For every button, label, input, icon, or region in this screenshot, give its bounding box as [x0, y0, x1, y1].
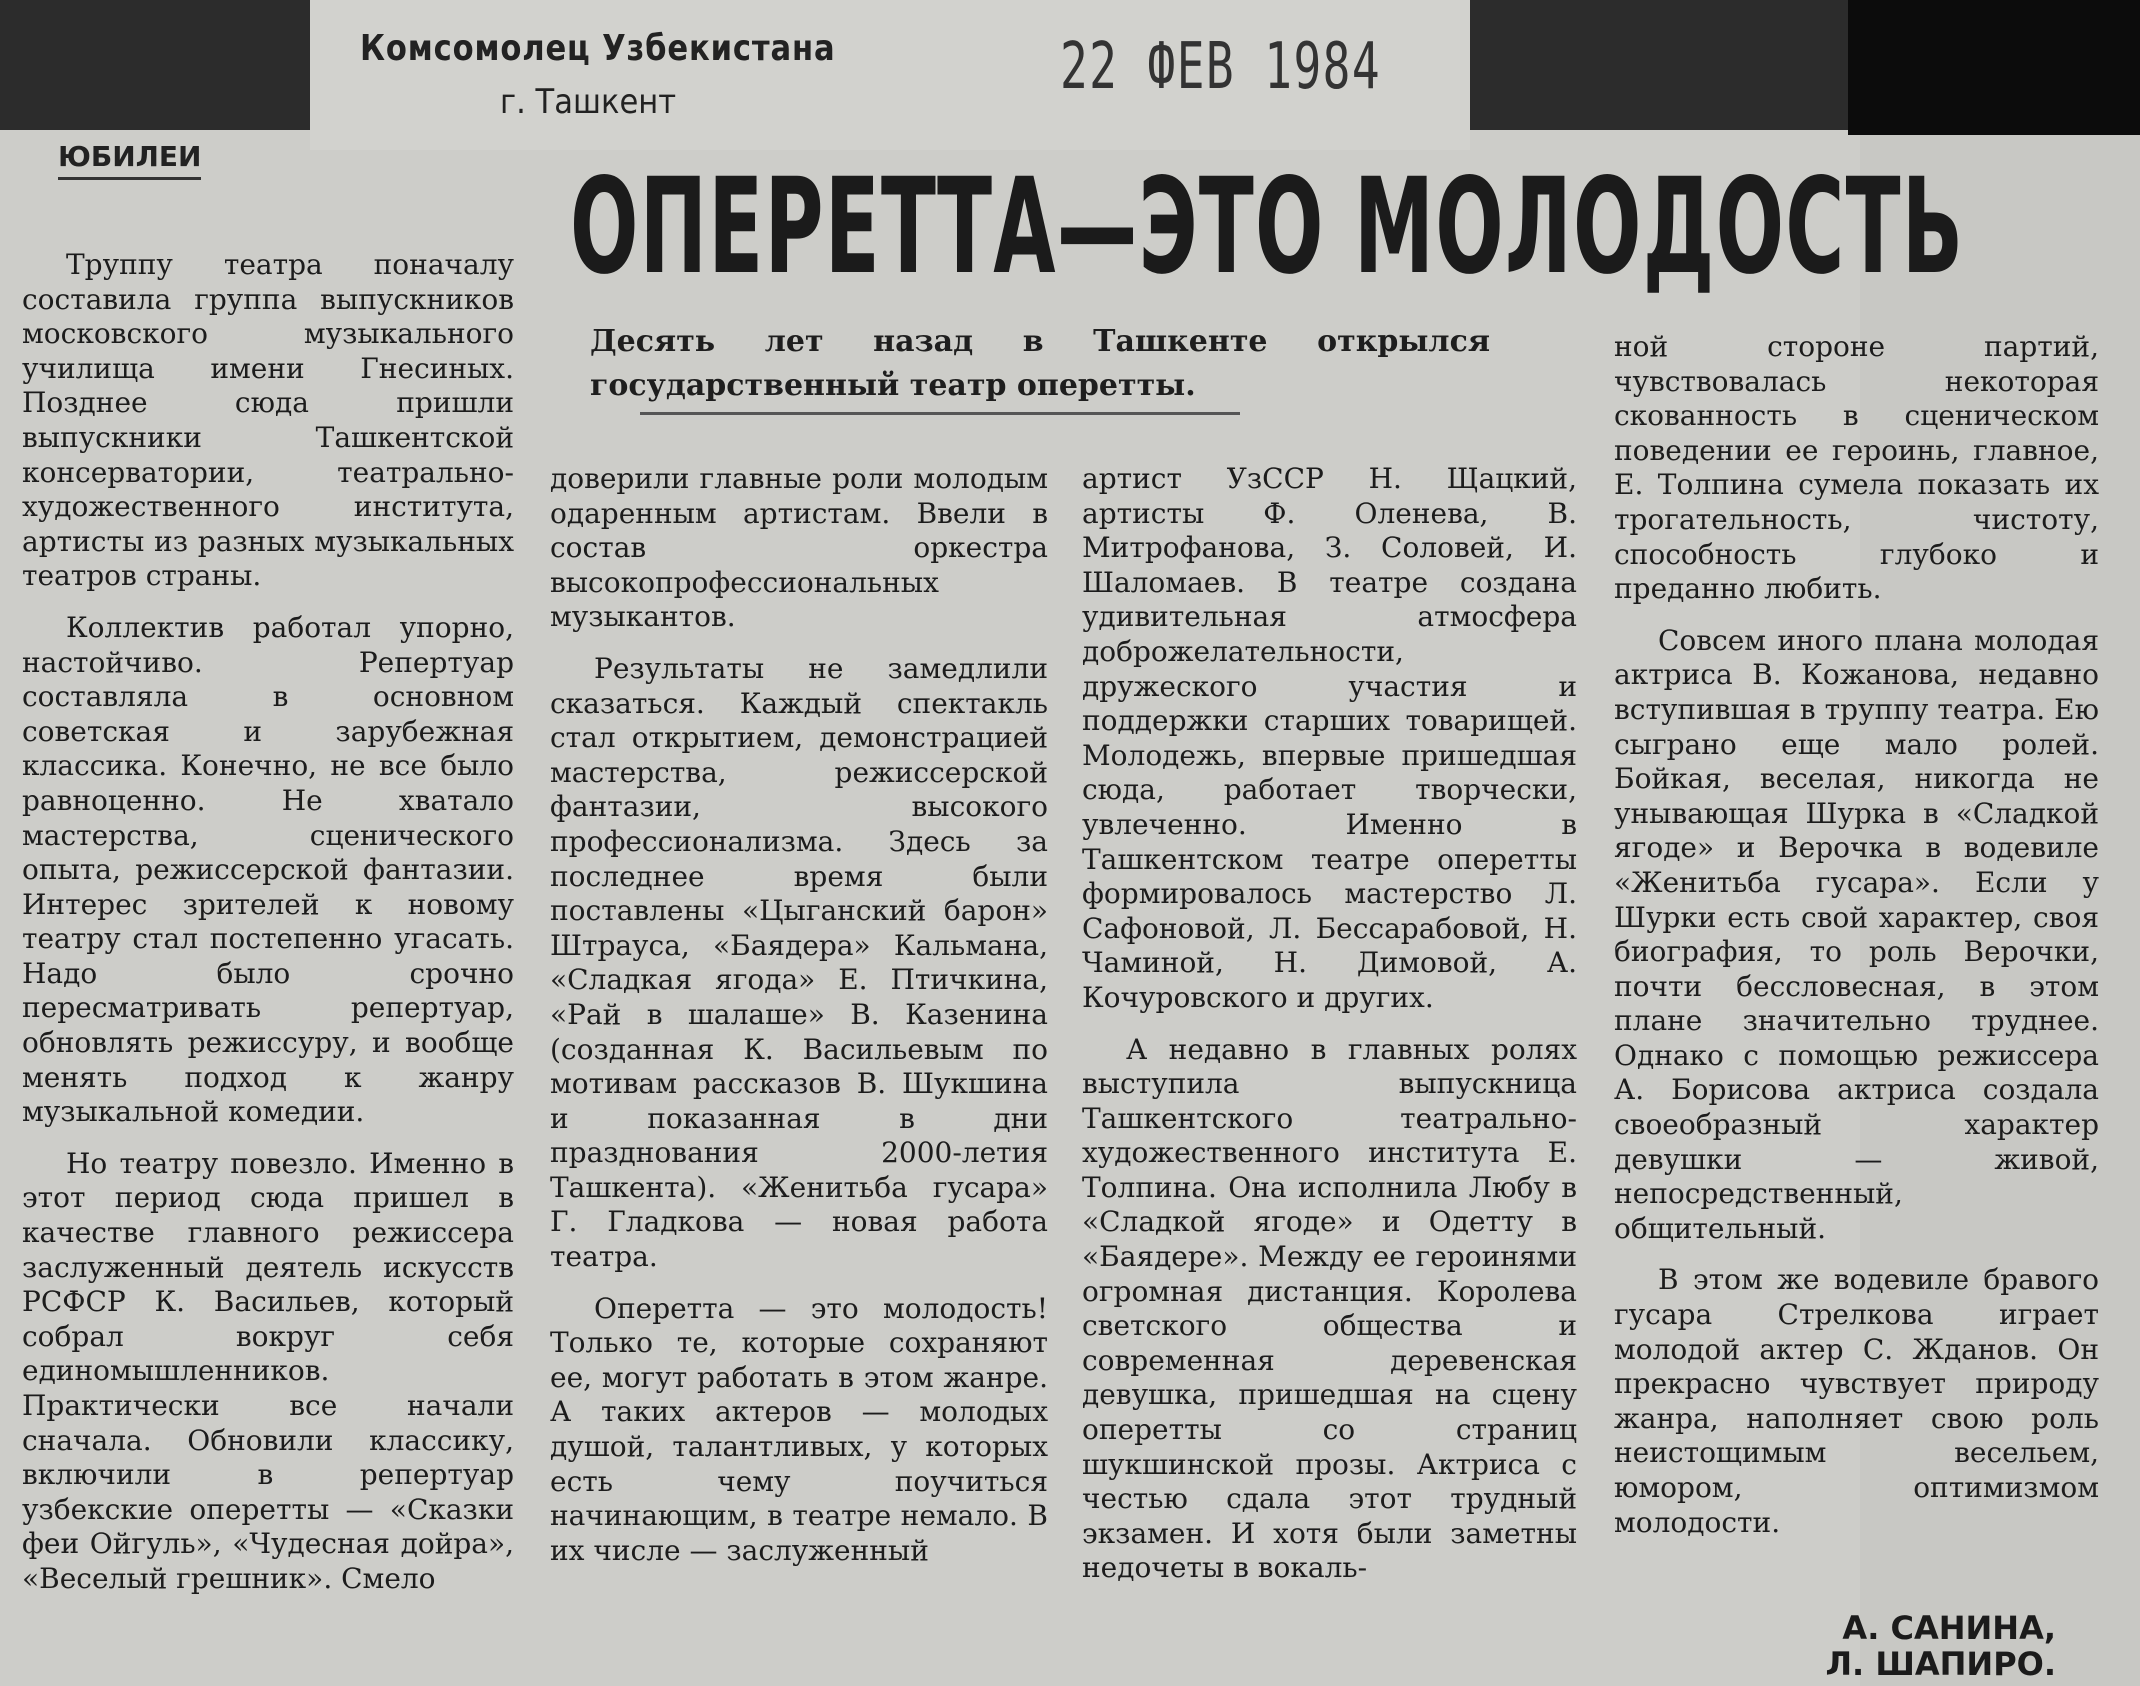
paragraph: Оперетта — это молодость! Только те, которые сохраняют ее, могут работать в этом жанре. А таких актеров — молодых душой, талантливых, у которых есть чему поучиться начинающим, в театре немало. В их числе — заслуженный [550, 1291, 1048, 1567]
paragraph: Коллектив работал упорно, настойчиво. Репертуар составляла в основном советская и зарубежная классика. Конечно, не все было равноценно. Не хватало мастерства, сценического опыта, режиссерской фантазии. Интерес зрителей к новому театру стал постепенно угасать. Надо было срочно пересматривать репертуар, обновлять режиссуру, и вообще менять подход к жанру музыкальной комедии. [22, 610, 514, 1129]
background-backdrop [0, 0, 310, 130]
paragraph: А недавно в главных ролях выступила выпускница Ташкентского театрально-художественного института Е. Толпина. Она исполнила Любу в «Сладкой ягоде» и Одетту в «Баядере». Между ее героинями огромная дистанция. Королева светского общества и современная деревенская девушка, пришедшая на сцену оперетты со страниц шукшинской прозы. Актриса с честью сдала этот трудный экзамен. И хотя были заметны недочеты в вокаль- [1082, 1032, 1577, 1585]
article-column-2 [550, 462, 1048, 1585]
paragraph: Труппу театра поначалу составила группа выпускников московского музыкального училища имени Гнесиных. Позднее сюда пришли выпускники Ташкентской консерватории, театрально-художественного института, артисты из разных музыкальных театров страны. [22, 248, 514, 593]
lead-paragraph: Десять лет назад в Ташкенте открылся государственный театр оперетты. [590, 324, 1490, 403]
article-column-1 [22, 248, 514, 1614]
paragraph: В этом же водевиле бравого гусара Стрелкова играет молодой актер С. Жданов. Он прекрасно чувствует природу жанра, наполняет свою роль неистощимым весельем, юмором, оптимизмом молодости. [1614, 1263, 2099, 1539]
author-name: Л. ШАПИРО. [1825, 1645, 2056, 1683]
date-stamp: 22 ФЕВ 1984 [1060, 30, 1382, 104]
paragraph: доверили главные роли молодым одаренным артистам. Ввели в состав оркестра высокопрофессиональных музыкантов. [550, 462, 1048, 634]
paragraph: ной стороне партий, чувствовалась некоторая скованность в сценическом поведении ее героинь, главное, Е. Толпина сумела показать их трогательность, чистоту, способность глубоко и преданно любить. [1614, 330, 2099, 606]
headline: ОПЕРЕТТА—ЭТО МОЛОДОСТЬ [570, 150, 1965, 304]
source-city: г. Ташкент [500, 82, 677, 122]
article-column-3 [1082, 462, 1577, 1603]
lead-underline [640, 412, 1240, 415]
dark-corner [1848, 0, 2140, 135]
article-column-4 [1614, 330, 2099, 1557]
author-signature [1825, 1610, 2056, 1682]
paragraph: Совсем иного плана молодая актриса В. Кожанова, недавно вступившая в труппу театра. Ею сыграно еще мало ролей. Бойкая, веселая, никогда не унывающая Шурка в «Сладкой ягоде» и Верочка в водевиле «Женитьба гусара». Если у Шурки есть свой характер, своя биография, то роль Верочки, почти бессловесная, в этом плане значительно труднее. Однако с помощью режиссера А. Борисова актриса создала своеобразный характер девушки — живой, непосредственный, общительный. [1614, 623, 2099, 1245]
source-newspaper-name: Комсомолец Узбекистана [360, 28, 836, 69]
paragraph: Но театру повезло. Именно в этот период сюда пришел в качестве главного режиссера заслуженный деятель искусств РСФСР К. Васильев, который собрал вокруг себя единомышленников. Практически все начали сначала. Обновили классику, включили в репертуар узбекские оперетты — «Сказки феи Ойгуль», «Чудесная дойра», «Веселый грешник». Смело [22, 1146, 514, 1595]
author-name: А. САНИНА, [1842, 1609, 2056, 1647]
rubric-label: ЮБИЛЕИ [58, 140, 201, 180]
paragraph: Результаты не замедлили сказаться. Каждый спектакль стал открытием, демонстрацией мастерства, режиссерской фантазии, высокого профессионализма. Здесь за последнее время были поставлены «Цыганский барон» Штрауса, «Баядера» Кальмана, «Сладкая ягода» Е. Птичкина, «Рай в шалаше» В. Казенина (созданная К. Васильевым по мотивам рассказов В. Шукшина и показанная в дни празднования 2000-летия Ташкента). «Женитьба гусара» Г. Гладкова — новая работа театра. [550, 651, 1048, 1274]
paragraph: артист УзССР Н. Щацкий, артисты Ф. Оленева, В. Митрофанова, З. Соловей, И. Шаломаев. В театре создана удивительная атмосфера доброжелательности, дружеского участия и поддержки старших товарищей. Молодежь, впервые пришедшая сюда, работает творчески, увлеченно. Именно в Ташкентском театре оперетты формировалось мастерство Л. Сафоновой, Л. Бессарабовой, Н. Чаминой, Н. Димовой, А. Кочуровского и других. [1082, 462, 1577, 1014]
